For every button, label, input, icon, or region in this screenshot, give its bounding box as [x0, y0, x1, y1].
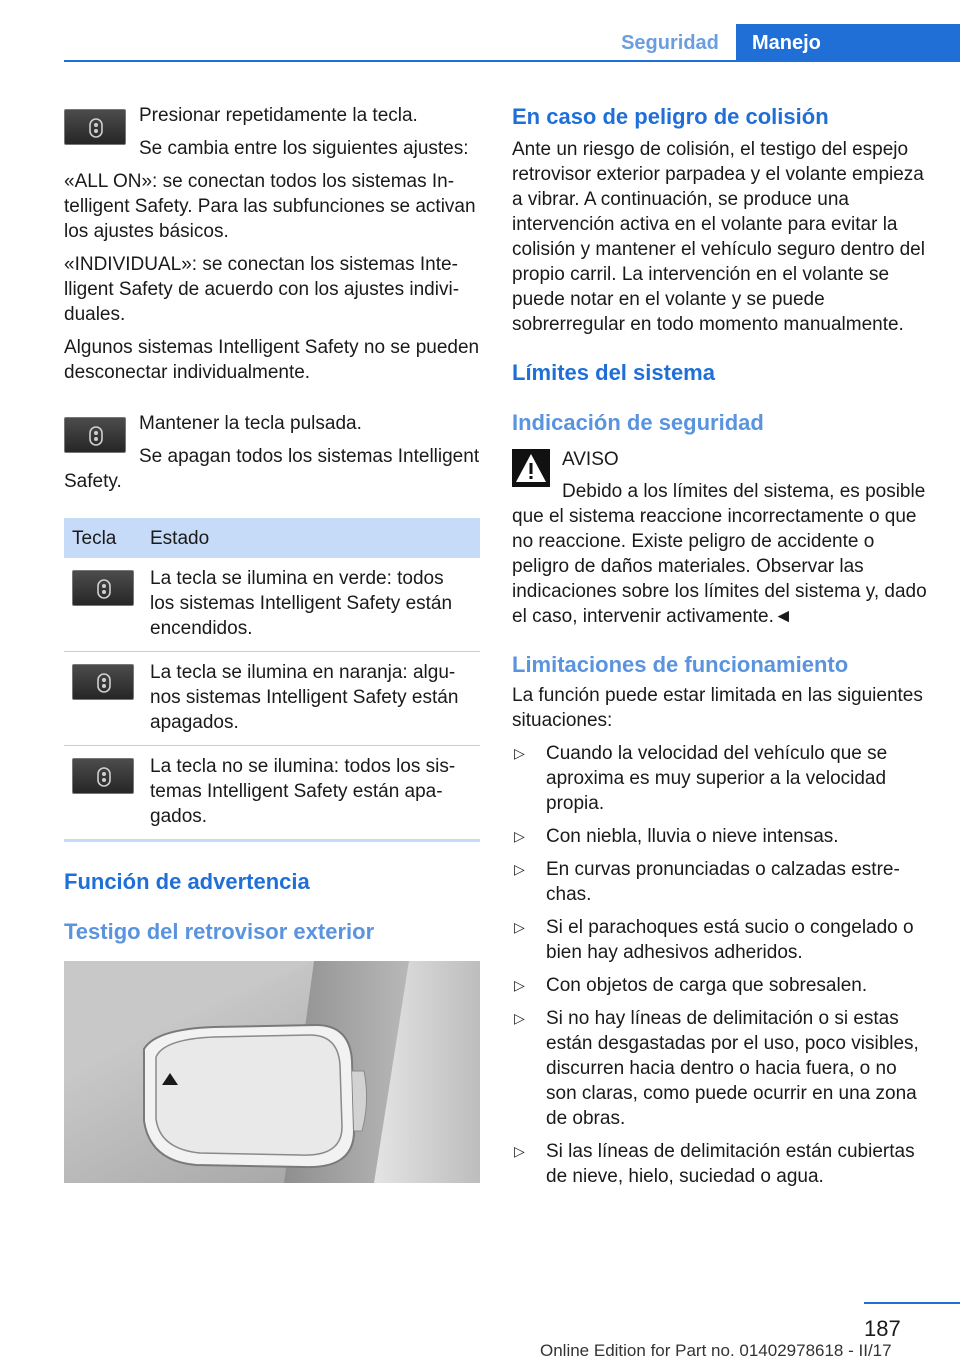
key-green-icon	[72, 570, 134, 606]
table-cell: La tecla se ilumina en naranja: algunos sistemas Intelligent Safety están apagados.	[142, 652, 480, 746]
heading-warning-function: Función de advertencia	[64, 869, 310, 894]
paragraph: Algunos sistemas Intelligent Safety no se pueden desconectar individualmente.	[64, 337, 480, 383]
table-header-key: Tecla	[64, 518, 142, 558]
warning-text: Debido a los límites del sistema, es posible que el sistema reaccione incorrectamente o que no reaccione. Existe peligro de accidente o peligro de daños materiales. Observar las indicaciones sobre los límites del sistema y, dado el caso, intervenir activamente.◄	[512, 481, 927, 627]
list-item: ▷ Con objetos de carga que sobresalen.	[514, 975, 868, 996]
header-chapter: Manejo	[736, 24, 960, 62]
heading-function-limitations: Limitaciones de funcionamiento	[512, 652, 849, 677]
header-rule	[64, 60, 960, 62]
bullet-triangle-icon: ▷	[514, 828, 525, 844]
list-item: ▷ En curvas pronunciadas o calzadas estrechas.	[514, 859, 900, 905]
paragraph: Ante un riesgo de colisión, el testigo del espejo retrovisor exterior parpadea y el volante empieza a vibrar. A continuación, se produce una intervención activa en el volante para evitar la colisión y mantener el vehículo seguro dentro del propio carril. La intervención en el volante se puede notar en el volante y se puede sobrerregular en todo momento manualmente.	[512, 139, 925, 335]
bullet-triangle-icon: ▷	[514, 861, 525, 877]
warning-triangle-icon	[512, 449, 550, 487]
footer-rule	[864, 1302, 960, 1304]
paragraph: Se cambia entre los siguientes ajustes:	[139, 138, 469, 159]
intelligent-safety-key-icon	[64, 417, 126, 453]
key-off-icon	[72, 758, 134, 794]
intelligent-safety-key-icon	[64, 109, 126, 145]
bullet-triangle-icon: ▷	[514, 1143, 525, 1159]
heading-safety-note: Indicación de seguridad	[512, 410, 764, 435]
paragraph: Se apagan todos los sistemas Intelligent Safety.	[64, 446, 480, 492]
bullet-triangle-icon: ▷	[514, 1010, 525, 1026]
bullet-triangle-icon: ▷	[514, 745, 525, 761]
edition-note: Online Edition for Part no. 01402978618 - II/17	[540, 1341, 892, 1360]
paragraph: Presionar repetidamente la tecla.	[139, 105, 418, 126]
table-row	[64, 558, 480, 652]
status-table	[64, 518, 480, 842]
list-item: ▷ Si el parachoques está sucio o congelado o bien hay adhesivos adheridos.	[514, 917, 914, 963]
warning-title: AVISO	[562, 449, 619, 470]
left-column	[64, 103, 480, 946]
list-item: ▷ Cuando la velocidad del vehículo que se aproxima es muy superior a la velocidad propia.	[514, 743, 888, 814]
page-number: 187	[864, 1316, 901, 1341]
key-orange-icon	[72, 664, 134, 700]
table-cell: La tecla se ilumina en verde: todos los sistemas Intelligent Safety están encendidos.	[142, 558, 480, 652]
table-cell: La tecla no se ilumina: todos los sistemas Intelligent Safety están apagados.	[142, 746, 480, 841]
header-section: Seguridad	[621, 32, 719, 54]
heading-mirror-indicator: Testigo del retrovisor exterior	[64, 919, 375, 944]
list-item: ▷ Si no hay líneas de delimitación o si estas están desgastadas por el uso, poco visibles, discurren hacia dentro o hacia fuera, o no son claras, como puede ocurrir en una zona de obras.	[514, 1008, 919, 1129]
paragraph: La función puede estar limitada en las siguientes situaciones:	[512, 685, 923, 731]
bullet-triangle-icon: ▷	[514, 977, 525, 993]
table-header-state: Estado	[142, 518, 480, 558]
paragraph: Mantener la tecla pulsada.	[139, 413, 362, 434]
table-row	[64, 746, 480, 841]
side-mirror-illustration	[64, 961, 480, 1183]
bullet-triangle-icon: ▷	[514, 919, 525, 935]
limitations-list	[512, 741, 928, 1189]
heading-system-limits: Límites del sistema	[512, 360, 715, 385]
list-item: ▷ Con niebla, lluvia o nieve intensas.	[514, 826, 839, 847]
table-row	[64, 652, 480, 746]
paragraph: «INDIVIDUAL»: se conectan los sistemas Intelligent Safety de acuerdo con los ajustes individuales.	[64, 254, 460, 325]
right-column	[512, 103, 928, 1197]
heading-collision: En caso de peligro de colisión	[512, 104, 829, 129]
list-item: ▷ Si las líneas de delimitación están cubiertas de nieve, hielo, suciedad o agua.	[514, 1141, 915, 1187]
paragraph: «ALL ON»: se conectan todos los sistemas Intelligent Safety. Para las subfunciones se activan los ajustes básicos.	[64, 171, 476, 242]
